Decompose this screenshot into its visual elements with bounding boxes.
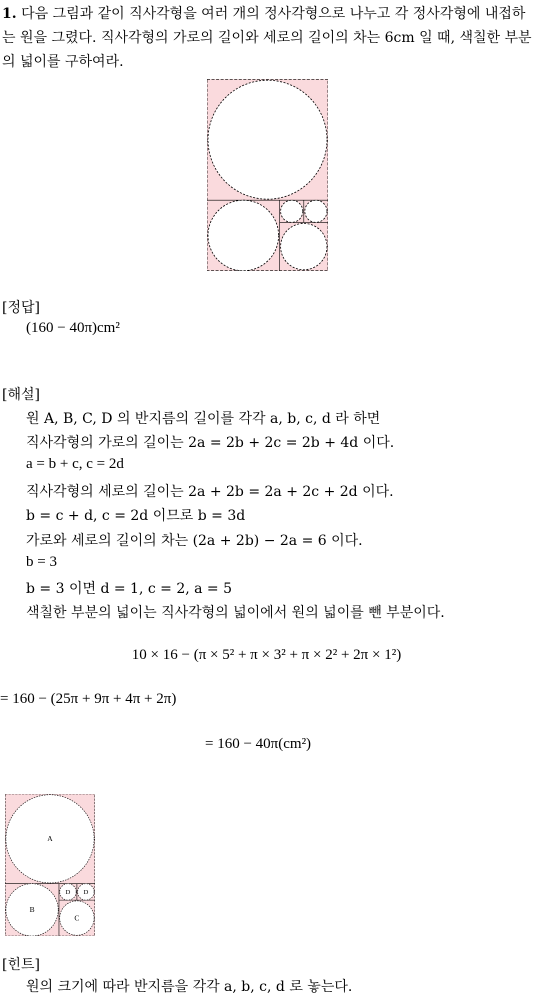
label-d: D (65, 889, 71, 897)
solution-line: b = 3 이면 d = 1, c = 2, a = 5 (26, 581, 233, 597)
figure-rectangle-circles (207, 79, 328, 271)
circle-d (281, 200, 303, 222)
solution-header: [해설] (2, 387, 40, 403)
problem-number: 1. (2, 6, 17, 22)
answer-value: (160 − 40π)cm² (26, 320, 120, 336)
solution-line: b = 3 (26, 554, 57, 570)
circle-d (305, 200, 327, 222)
hint-text: 원의 크기에 따라 반지름을 각각 a, b, c, d 로 놓는다. (26, 979, 353, 995)
circle-c (281, 223, 327, 269)
problem-statement (2, 2, 532, 74)
solution-line: 직사각형의 가로의 길이는 2a = 2b + 2c = 2b + 4d 이다. (26, 435, 395, 451)
label-a: A (47, 834, 53, 844)
solution-line: 원 A, B, C, D 의 반지름의 길이를 각각 a, b, c, d 라 하면 (26, 411, 381, 427)
circle-b (208, 200, 279, 271)
solution-line: b = c + d, c = 2d 이므로 b = 3d (26, 508, 246, 524)
equation-1: 10 × 16 − (π × 5² + π × 3² + π × 2² + 2π × 1²) (131, 647, 402, 663)
figure-labeled-circles (5, 794, 95, 936)
equation-2: = 160 − (25π + 9π + 4π + 2π) (0, 691, 177, 707)
circle-a (208, 80, 327, 199)
solution-line: a = b + c, c = 2d (26, 456, 124, 472)
solution-line: 직사각형의 세로의 길이는 2a + 2b = 2a + 2c + 2d 이다. (26, 484, 394, 500)
label-c: C (74, 913, 80, 923)
solution-line: 가로와 세로의 길이의 차는 (2a + 2b) − 2a = 6 이다. (26, 533, 363, 549)
problem-text: 다음 그림과 같이 직사각형을 여러 개의 정사각형으로 나누고 각 정사각형에 내접하는 원을 그렸다. 직사각형의 가로의 길이와 세로의 길이의 차는 6cm 일 때, 색칠한 부분의 넓이를 구하여라. (2, 6, 532, 70)
solution-line: 색칠한 부분의 넓이는 직사각형의 넓이에서 원의 넓이를 뺀 부분이다. (26, 605, 445, 621)
label-b: B (29, 905, 35, 915)
equation-3: = 160 − 40π(cm²) (205, 736, 312, 752)
hint-header: [힌트] (2, 957, 40, 973)
label-d: D (83, 889, 89, 897)
answer-header: [정답] (2, 300, 40, 316)
